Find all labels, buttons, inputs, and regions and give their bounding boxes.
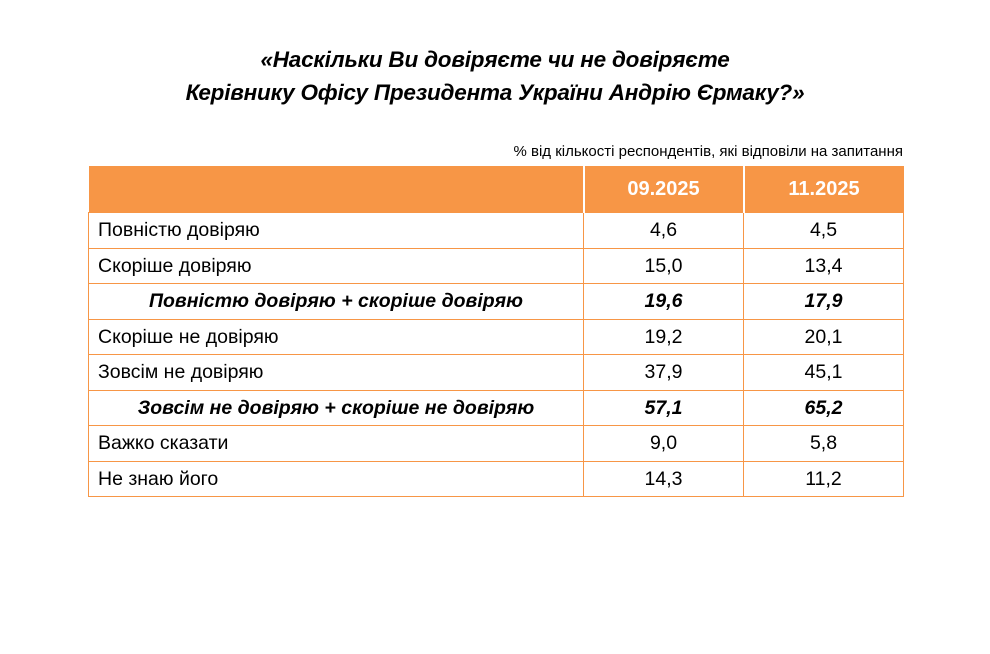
row-value-09-2025: 9,0 [584,426,744,462]
row-label: Повністю довіряю + скоріше довіряю [89,284,584,320]
row-label: Зовсім не довіряю + скоріше не довіряю [89,390,584,426]
row-label: Скоріше довіряю [89,248,584,284]
table-header-row [89,166,904,213]
header-period-2: 11.2025 [744,166,904,213]
header-empty [89,166,584,213]
row-value-11-2025: 65,2 [744,390,904,426]
row-value-11-2025: 11,2 [744,461,904,497]
table-subtitle: % від кількості респондентів, які відповіли на запитання [513,143,903,160]
row-value-11-2025: 17,9 [744,284,904,320]
row-label: Скоріше не довіряю [89,319,584,355]
row-value-11-2025: 5,8 [744,426,904,462]
table-row [89,213,904,249]
row-value-09-2025: 4,6 [584,213,744,249]
row-value-11-2025: 20,1 [744,319,904,355]
title-line-1: «Наскільки Ви довіряєте чи не довіряєте [260,47,730,72]
row-value-09-2025: 19,6 [584,284,744,320]
row-label: Не знаю його [89,461,584,497]
table-summary-row [89,284,904,320]
row-label: Важко сказати [89,426,584,462]
row-value-09-2025: 19,2 [584,319,744,355]
title-line-2: Керівнику Офісу Президента України Андрію Єрмаку?» [185,80,805,105]
table-row [89,461,904,497]
row-value-11-2025: 45,1 [744,355,904,391]
header-period-1: 09.2025 [584,166,744,213]
table-row [89,355,904,391]
trust-table [88,166,904,497]
row-value-11-2025: 13,4 [744,248,904,284]
page-title [0,43,990,109]
row-value-09-2025: 57,1 [584,390,744,426]
row-value-11-2025: 4,5 [744,213,904,249]
row-label: Зовсім не довіряю [89,355,584,391]
row-value-09-2025: 37,9 [584,355,744,391]
row-value-09-2025: 15,0 [584,248,744,284]
row-label: Повністю довіряю [89,213,584,249]
table-row [89,319,904,355]
table-summary-row [89,390,904,426]
table-row [89,248,904,284]
table-row [89,426,904,462]
row-value-09-2025: 14,3 [584,461,744,497]
